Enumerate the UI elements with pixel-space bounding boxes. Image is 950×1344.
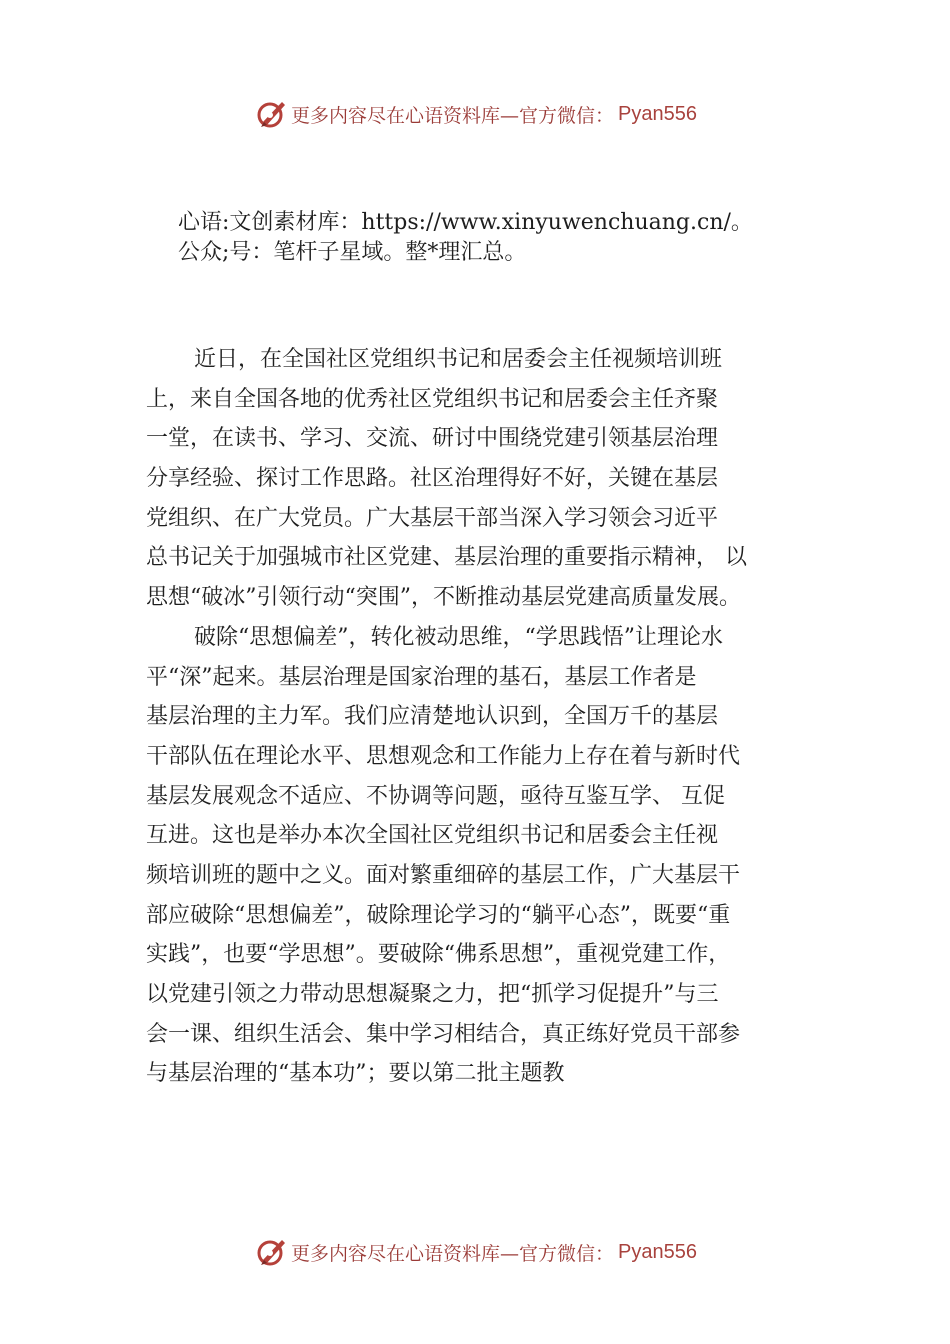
body-line: 干部队伍在理论水平、思想观念和工作能力上存在着与新时代	[146, 743, 741, 769]
pen-logo-icon	[253, 1234, 289, 1270]
banner-text: 更多内容尽在心语资料库—官方微信：	[291, 104, 615, 127]
body-line: 思想“破冰”引领行动“突围”，不断推动基层党建高质量发展。	[146, 585, 741, 611]
banner-wechat-id: Pyan556	[618, 102, 697, 125]
header-line-1: 心语:文创素材库：https://www.xinyuwenchuang.cn/。	[178, 210, 753, 235]
article-body	[146, 340, 826, 1094]
body-line: 分享经验、探讨工作思路。社区治理得好不好，关键在基层	[146, 466, 719, 492]
body-line: 频培训班的题中之义。面对繁重细碎的基层工作，广大基层干	[146, 862, 741, 888]
body-line: 基层治理的主力军。我们应清楚地认识到，全国万千的基层	[146, 704, 719, 730]
body-line: 会一课、组织生活会、集中学习相结合，真正练好党员干部参	[146, 1021, 741, 1047]
banner-wechat-id: Pyan556	[618, 1240, 697, 1263]
body-line: 与基层治理的“基本功”；要以第二批主题教	[146, 1061, 565, 1087]
banner-text: 更多内容尽在心语资料库—官方微信：	[291, 1242, 615, 1265]
header-line-2: 公众;号：笔杆子星域。整*理汇总。	[178, 240, 527, 265]
body-line: 一堂，在读书、学习、交流、研讨中围绕党建引领基层治理	[146, 426, 719, 452]
body-line: 上，来自全国各地的优秀社区党组织书记和居委会主任齐聚	[146, 386, 719, 412]
body-line: 破除“思想偏差”，转化被动思维，“学思践悟”让理论水	[194, 624, 723, 650]
body-line: 实践”，也要“学思想”。要破除“佛系思想”，重视党建工作，	[146, 942, 731, 968]
body-line: 部应破除“思想偏差”，破除理论学习的“躺平心态”，既要“重	[146, 902, 731, 928]
body-line: 平“深”起来。基层治理是国家治理的基石，基层工作者是	[146, 664, 697, 690]
top-banner	[0, 94, 950, 134]
body-line: 近日，在全国社区党组织书记和居委会主任视频培训班	[194, 347, 723, 372]
body-line: 互进。这也是举办本次全国社区党组织书记和居委会主任视	[146, 823, 719, 849]
pen-logo-icon	[253, 96, 289, 132]
body-line: 基层发展观念不适应、不协调等问题，亟待互鉴互学、 互促	[146, 783, 725, 809]
body-line: 党组织、在广大党员。广大基层干部当深入学习领会习近平	[146, 505, 719, 531]
bottom-banner	[0, 1232, 950, 1272]
source-header	[178, 208, 878, 268]
body-line: 总书记关于加强城市社区党建、基层治理的重要指示精神， 以	[146, 545, 747, 571]
body-line: 以党建引领之力带动思想凝聚之力，把“抓学习促提升”与三	[146, 982, 719, 1007]
